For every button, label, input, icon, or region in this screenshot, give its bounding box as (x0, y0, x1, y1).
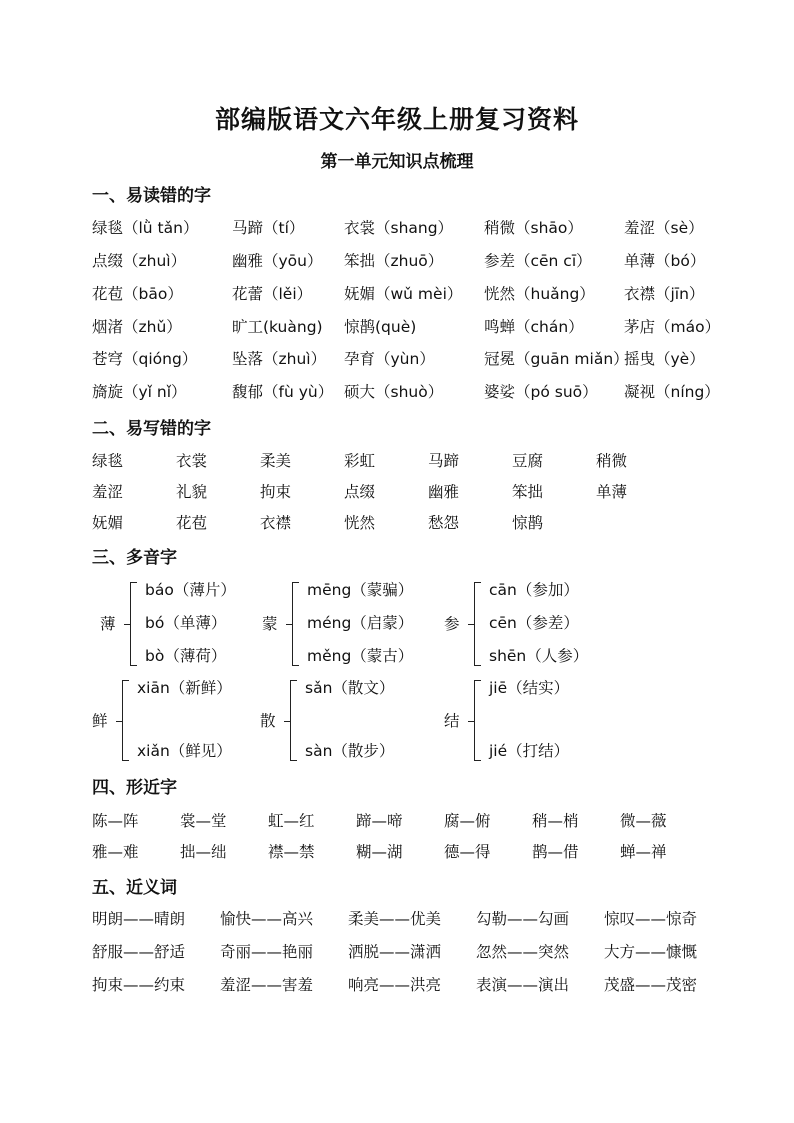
word-item: 鹊—借 (532, 843, 579, 861)
word-item: 点缀（zhuì） (92, 252, 187, 270)
word-item: 参差（cēn cī） (484, 252, 592, 270)
word-item: 德—得 (444, 843, 491, 861)
section-heading-4: 四、形近字 (92, 778, 177, 798)
word-item: 襟—禁 (268, 843, 315, 861)
polyphone-reading: xiān（新鲜） (137, 679, 232, 697)
word-item: 表演——演出 (476, 976, 570, 994)
word-item: 单薄（bó） (624, 252, 706, 270)
word-item: 旖旋（yǐ nǐ） (92, 383, 187, 401)
word-item: 恍然（huǎng） (484, 285, 595, 303)
word-item: 幽雅（yōu） (232, 252, 323, 270)
polyphone-reading: báo（薄片） (145, 581, 236, 599)
word-item: 柔美 (260, 452, 292, 470)
word-item: 衣襟 (260, 514, 292, 532)
word-item: 花蕾（lěi） (232, 285, 313, 303)
brace (290, 680, 297, 761)
word-item: 苍穹（qióng） (92, 350, 198, 368)
word-item: 羞涩 (92, 483, 124, 501)
brace (130, 582, 137, 666)
word-item: 羞涩（sè） (624, 219, 704, 237)
word-item: 妩媚 (92, 514, 124, 532)
word-item: 彩虹 (344, 452, 376, 470)
polyphone-reading: xiǎn（鲜见） (137, 742, 232, 760)
section-heading-5: 五、近义词 (92, 878, 177, 898)
word-item: 腐—俯 (444, 812, 491, 830)
polyphone-reading: bó（单薄） (145, 614, 227, 632)
word-item: 茂盛——茂密 (604, 976, 698, 994)
section-heading-3: 三、多音字 (92, 548, 177, 568)
word-item: 愉快——高兴 (220, 910, 314, 928)
polyphone-reading: sǎn（散文） (305, 679, 395, 697)
word-item: 柔美——优美 (348, 910, 442, 928)
brace (122, 680, 129, 761)
word-item: 稍—梢 (532, 812, 579, 830)
word-item: 大方——慷慨 (604, 943, 698, 961)
polyphone-reading: sàn（散步） (305, 742, 395, 760)
polyphone-char: 结 (444, 711, 460, 730)
polyphone-reading: měng（蒙古） (307, 647, 414, 665)
word-item: 花苞 (176, 514, 208, 532)
brace (474, 680, 481, 761)
word-item: 陈—阵 (92, 812, 139, 830)
word-item: 绿毯 (92, 452, 124, 470)
word-item: 稍微 (596, 452, 628, 470)
word-item: 洒脱——潇洒 (348, 943, 442, 961)
polyphone-char: 散 (260, 711, 276, 730)
word-item: 笨拙 (512, 483, 544, 501)
word-item: 马蹄（tí） (232, 219, 305, 237)
word-item: 衣襟（jīn） (624, 285, 705, 303)
word-item: 妩媚（wǔ mèi） (344, 285, 463, 303)
polyphone-group (444, 578, 664, 668)
word-item: 虹—红 (268, 812, 315, 830)
word-item: 雅—难 (92, 843, 139, 861)
word-item: 愁怨 (428, 514, 460, 532)
word-item: 幽雅 (428, 483, 460, 501)
section-heading-1: 一、易读错的字 (92, 186, 211, 206)
word-item: 硕大（shuò） (344, 383, 444, 401)
polyphone-char: 薄 (100, 615, 116, 633)
word-item: 凝视（níng） (624, 383, 720, 401)
word-item: 蹄—啼 (356, 812, 403, 830)
word-item: 裳—堂 (180, 812, 227, 830)
word-item: 单薄 (596, 483, 628, 501)
word-item: 拙—绌 (180, 843, 227, 861)
word-item: 惊鹊(què) (344, 318, 417, 336)
word-item: 惊叹——惊奇 (604, 910, 698, 928)
word-item: 摇曳（yè） (624, 350, 705, 368)
polyphone-char: 鲜 (92, 711, 108, 730)
word-item: 奇丽——艳丽 (220, 943, 314, 961)
word-item: 响亮——洪亮 (348, 976, 442, 994)
polyphone-reading: mēng（蒙骗） (307, 581, 414, 599)
brace (292, 582, 299, 666)
polyphone-reading: bò（薄荷） (145, 647, 227, 665)
word-item: 冠冕（guān miǎn） (484, 350, 629, 368)
word-item: 茅店（máo） (624, 318, 721, 336)
word-item: 明朗——晴朗 (92, 910, 186, 928)
polyphone-reading: cān（参加） (489, 581, 579, 599)
word-item: 马蹄 (428, 452, 460, 470)
word-item: 旷工(kuàng) (232, 318, 323, 336)
word-item: 拘束——约束 (92, 976, 186, 994)
polyphone-char: 蒙 (262, 615, 278, 633)
word-item: 糊—湖 (356, 843, 403, 861)
word-item: 衣裳 (176, 452, 208, 470)
word-item: 恍然 (344, 514, 376, 532)
word-item: 衣裳（shang） (344, 219, 454, 237)
word-item: 羞涩——害羞 (220, 976, 314, 994)
word-item: 烟渚（zhǔ） (92, 318, 182, 336)
word-item: 馥郁（fù yù） (232, 383, 334, 401)
word-item: 花苞（bāo） (92, 285, 183, 303)
polyphone-reading: méng（启蒙） (307, 614, 414, 632)
word-item: 稍微（shāo） (484, 219, 583, 237)
word-item: 礼貌 (176, 483, 208, 501)
word-item: 蝉—禅 (620, 843, 667, 861)
page-subtitle: 第一单元知识点梳理 (320, 152, 474, 172)
word-item: 微—薇 (620, 812, 667, 830)
word-item: 笨拙（zhuō） (344, 252, 444, 270)
word-item: 孕育（yùn） (344, 350, 435, 368)
word-item: 舒服——舒适 (92, 943, 186, 961)
word-item: 忽然——突然 (476, 943, 570, 961)
word-item: 惊鹊 (512, 514, 544, 532)
word-item: 婆娑（pó suō） (484, 383, 598, 401)
word-item: 勾勒——勾画 (476, 910, 570, 928)
word-item: 豆腐 (512, 452, 544, 470)
polyphone-char: 参 (444, 615, 460, 633)
polyphone-reading: jié（打结） (489, 742, 570, 760)
word-item: 拘束 (260, 483, 292, 501)
brace (474, 582, 481, 666)
word-item: 坠落（zhuì） (232, 350, 327, 368)
polyphone-reading: jiē（结实） (489, 679, 570, 697)
word-item: 鸣蝉（chán） (484, 318, 584, 336)
polyphone-reading: shēn（人参） (489, 647, 589, 665)
polyphone-group (444, 676, 664, 763)
polyphone-reading: cēn（参差） (489, 614, 579, 632)
section-heading-2: 二、易写错的字 (92, 419, 211, 439)
page-title: 部编版语文六年级上册复习资料 (214, 105, 579, 134)
word-item: 点缀 (344, 483, 376, 501)
word-item: 绿毯（lǜ tǎn） (92, 219, 199, 237)
